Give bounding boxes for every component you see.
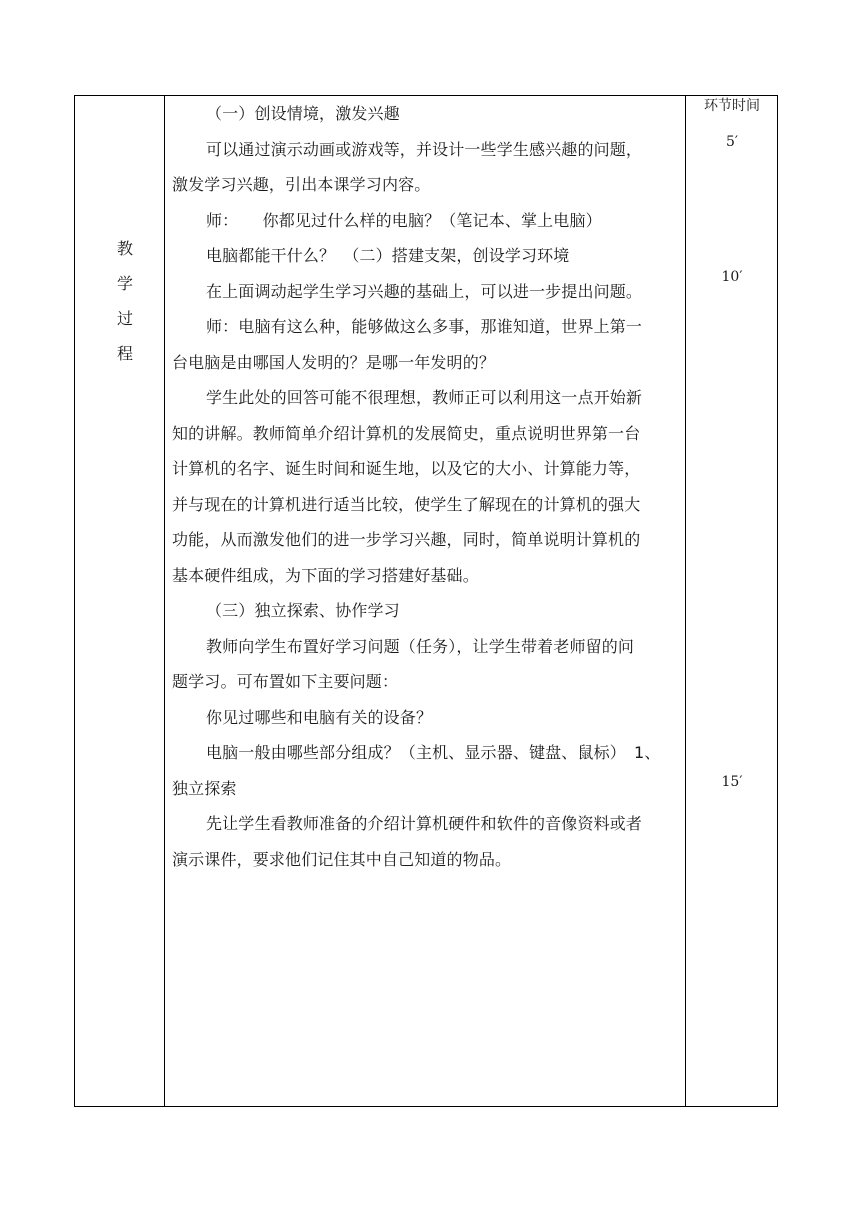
- section-label-char: 学: [116, 274, 133, 293]
- content-line: 题学习。可布置如下主要问题：: [172, 672, 399, 691]
- lesson-content: [172, 96, 680, 877]
- section-label-char: 程: [116, 344, 133, 363]
- content-line: （三）独立探索、协作学习: [206, 601, 400, 620]
- content-line: 学生此处的回答可能不很理想，教师正可以利用这一点开始新: [206, 388, 643, 407]
- content-line: 并与现在的计算机进行适当比较，使学生了解现在的计算机的强大: [172, 494, 641, 514]
- section-label-char: 教: [116, 239, 133, 258]
- content-line: 在上面调动起学生学习兴趣的基础上，可以进一步提出问题。: [206, 281, 643, 301]
- content-line: 电脑一般由哪些部分组成？（主机、显示器、键盘、鼠标） 1、: [206, 743, 661, 762]
- column-divider-right: [685, 95, 686, 1107]
- content-line: 基本硬件组成，为下面的学习搭建好基础。: [172, 565, 479, 585]
- content-line: 独立探索: [172, 778, 237, 798]
- time-value: 10′: [721, 269, 743, 285]
- section-label-char: 过: [116, 309, 133, 328]
- content-line: 师： 你都见过什么样的电脑？（笔记本、掌上电脑）: [206, 210, 602, 230]
- content-line: 计算机的名字、诞生时间和诞生地，以及它的大小、计算能力等，: [172, 459, 641, 478]
- content-line: 功能，从而激发他们的进一步学习兴趣，同时，简单说明计算机的: [172, 530, 641, 549]
- content-line: 教师向学生布置好学习问题（任务），让学生带着老师留的问: [206, 636, 635, 656]
- time-value: 5′: [725, 134, 739, 150]
- content-line: （一）创设情境，激发兴趣: [206, 104, 400, 123]
- content-line: 你见过哪些和电脑有关的设备？: [206, 707, 433, 727]
- content-line: 师：电脑有这么种，能够做这么多事，那谁知道，世界上第一: [206, 317, 643, 336]
- content-line: 先让学生看教师准备的介绍计算机硬件和软件的音像资料或者: [206, 814, 643, 833]
- section-label: [112, 231, 138, 371]
- time-value: 15′: [721, 774, 743, 790]
- content-line: 演示课件，要求他们记住其中自己知道的物品。: [172, 849, 512, 869]
- content-line: 电脑都能干什么？ （二）搭建支架，创设学习环境: [206, 246, 570, 265]
- content-line: 台电脑是由哪国人发明的？是哪一年发明的？: [172, 352, 496, 372]
- content-line: 可以通过演示动画或游戏等，并设计一些学生感兴趣的问题，: [206, 139, 643, 159]
- content-line: 激发学习兴趣，引出本课学习内容。: [172, 175, 431, 194]
- content-line: 知的讲解。教师简单介绍计算机的发展简史，重点说明世界第一台: [172, 423, 641, 443]
- time-column-header: 环节时间: [704, 98, 760, 114]
- column-divider-left: [164, 95, 165, 1107]
